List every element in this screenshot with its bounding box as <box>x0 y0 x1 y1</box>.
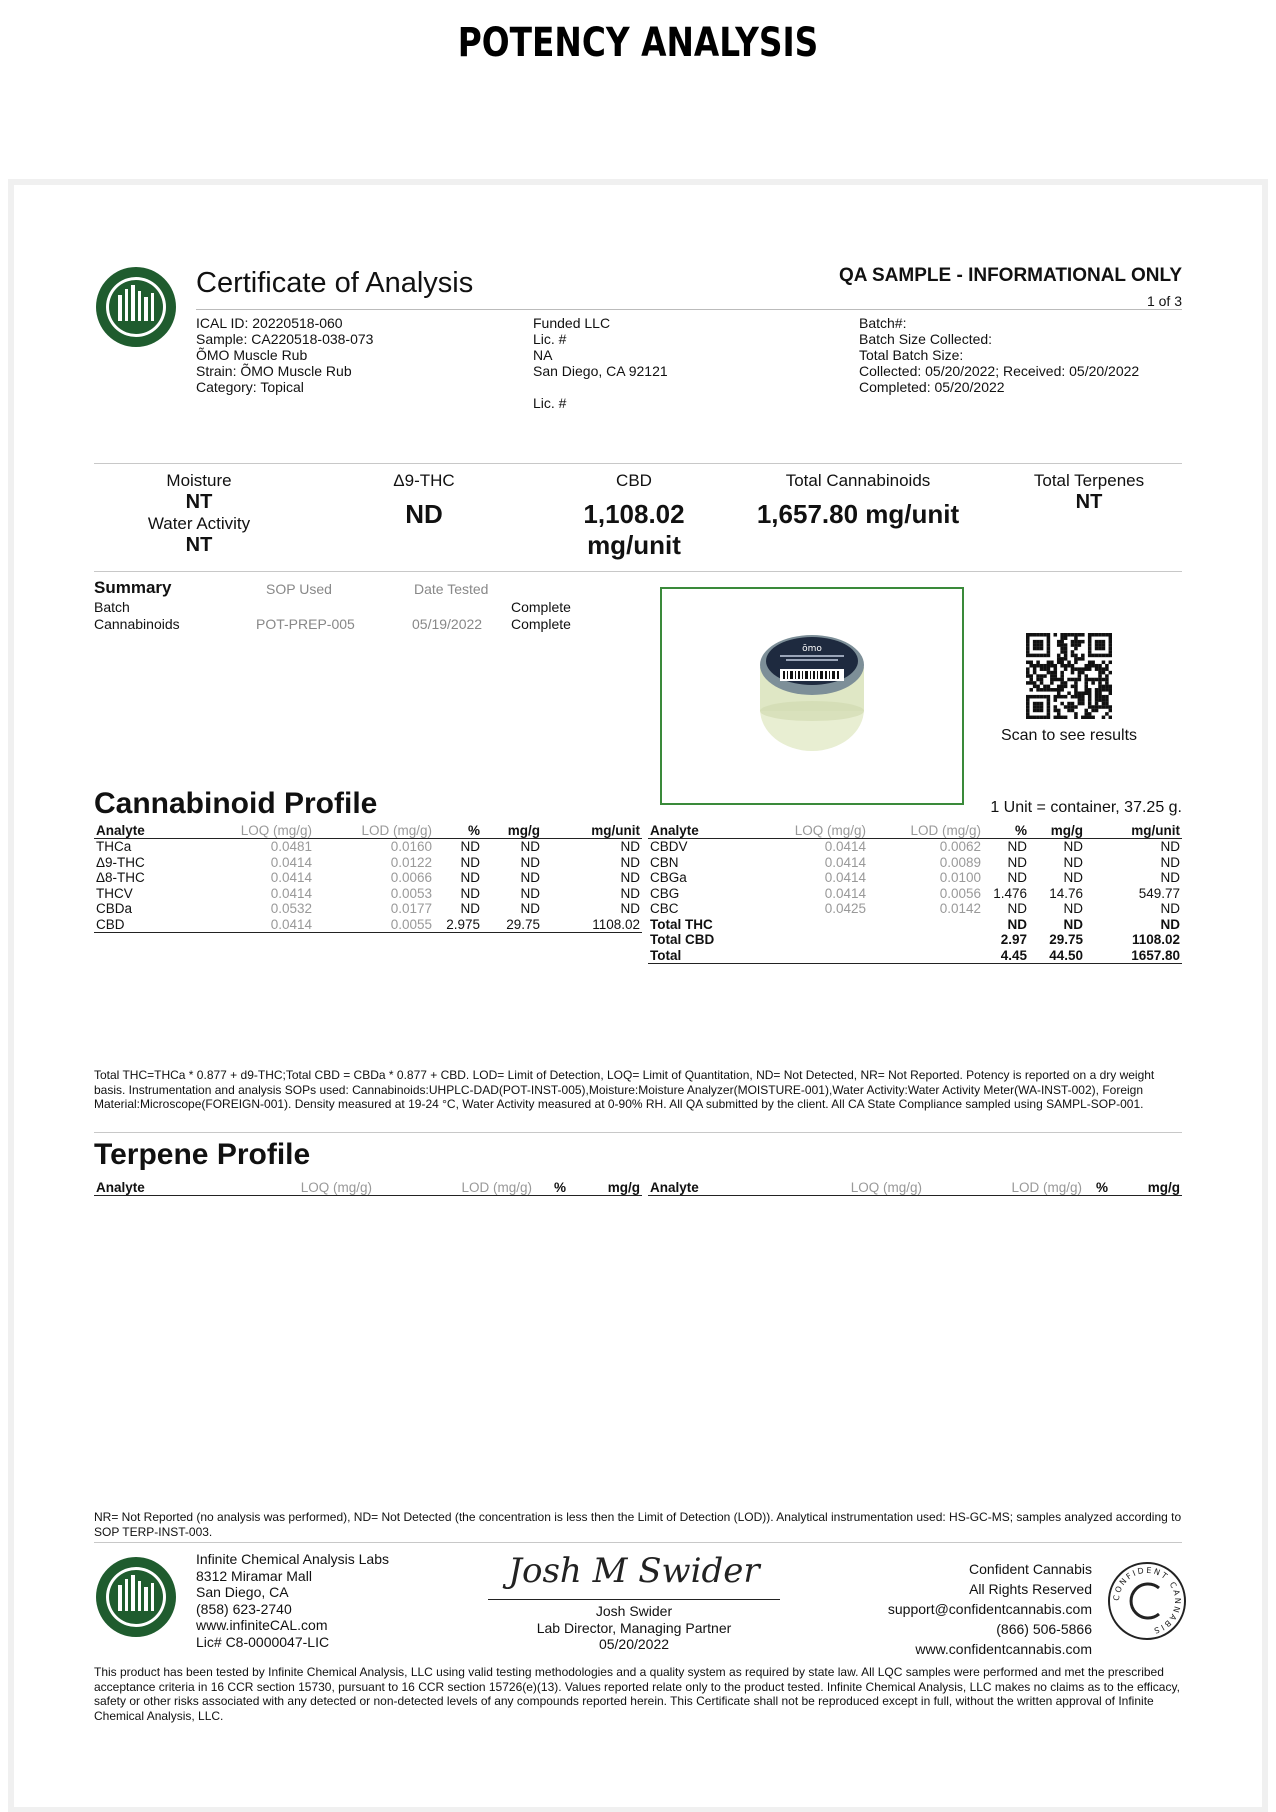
batch-info-line: Batch#: <box>859 315 907 331</box>
table-cell: 549.77 <box>1138 885 1180 901</box>
table-cell: 0.0532 <box>270 901 312 916</box>
table-cell: 29.75 <box>1049 932 1083 947</box>
batch-info <box>859 315 1139 395</box>
col-percent: % <box>434 823 482 839</box>
table-cell: ND <box>520 901 540 916</box>
table-cell: 0.0414 <box>204 917 314 933</box>
signer-info <box>488 1603 780 1653</box>
table-cell: ND <box>460 870 480 885</box>
table-row <box>94 839 642 855</box>
table-cell <box>868 948 983 964</box>
cc-logo-text: CONFIDENT CANNABIS <box>1111 1565 1183 1636</box>
lab-contact <box>196 1551 389 1650</box>
total-terpenes-metric <box>1004 471 1174 514</box>
unit-note: 1 Unit = container, 37.25 g. <box>990 799 1182 816</box>
col-lod: LOD (mg/g) <box>924 1180 1084 1196</box>
table-cell: ND <box>620 854 640 870</box>
col-percent: % <box>534 1180 568 1196</box>
client-info-line: Funded LLC <box>533 315 611 331</box>
col-loq: LOQ (mg/g) <box>788 1180 924 1196</box>
table-cell: 0.0414 <box>270 854 312 870</box>
total-row <box>648 948 1182 964</box>
table-cell: ND <box>1160 901 1180 916</box>
cc-contact <box>888 1559 1092 1659</box>
table-cell: ND <box>620 901 640 916</box>
table-cell: 0.0142 <box>939 901 981 916</box>
total-cannabinoids-value: 1,657.80 mg/unit <box>756 499 960 529</box>
table-cell: CBG <box>650 885 680 901</box>
sample-info-line: ICAL ID: 20220518-060 <box>196 315 343 331</box>
col-mg-g: mg/g <box>482 823 542 839</box>
signer-line: Lab Director, Managing Partner <box>536 1619 732 1636</box>
table-cell: 0.0414 <box>270 885 312 901</box>
d9-thc-value: ND <box>405 499 443 529</box>
metrics-bottom-rule <box>94 571 1182 572</box>
col-mg-g: mg/g <box>1110 1180 1182 1196</box>
table-cell: ND <box>520 870 540 885</box>
col-analyte: Analyte <box>94 823 204 839</box>
table-row <box>94 886 642 902</box>
table-cell: ND <box>1007 839 1027 854</box>
table-cell: CBC <box>650 901 679 916</box>
footer-top-rule <box>94 1542 1182 1543</box>
metrics-top-rule <box>94 463 1182 464</box>
table-cell: 2.97 <box>1000 932 1027 947</box>
cannabinoid-note: Total THC=THCa * 0.877 + d9-THC;Total CBD = CBDa * 0.877 + CBD. LOD= Limit of Detection, LOQ= Limit of Quantitation, ND= Not Detected, NR= Not Reported. Potency is reported on a dry weight basis. Instrumentation and analysis SOPs used: Cannabinoids:UHPLC-DAD(POT-INST-005),Moisture:Moisture Analyzer(MOISTURE-001),Water Activity:Water Activity Meter(WA-INST-002), Foreign Material:Microscope(FOREIGN-001). Density measured at 19-24 °C, Water Activity measured at 0-90% RH. All QA submitted by the client. All CA State Compliance sampled using SAMPL-SOP-001. <box>94 1068 1155 1111</box>
signer-line: Josh Swider <box>595 1603 673 1619</box>
table-row <box>94 901 642 917</box>
col-analyte: Analyte <box>94 1180 234 1196</box>
table-cell: ND <box>1063 916 1083 932</box>
lab-contact-line: Lic# C8-0000047-LIC <box>196 1633 330 1650</box>
col-loq: LOQ (mg/g) <box>204 823 314 839</box>
signer-line: 05/20/2022 <box>598 1636 670 1652</box>
table-cell: ND <box>460 901 480 916</box>
water-activity-label: Water Activity <box>147 514 251 533</box>
col-analyte: Analyte <box>648 1180 788 1196</box>
moisture-value: NT <box>185 491 213 513</box>
table-cell: CBD <box>94 917 204 933</box>
table-cell: ND <box>620 839 640 854</box>
total-terpenes-label: Total Terpenes <box>1033 471 1145 490</box>
batch-info-line: Total Batch Size: <box>859 347 964 363</box>
product-jar-icon <box>662 589 962 803</box>
batch-info-line: Batch Size Collected: <box>859 331 993 347</box>
batch-info-line: Collected: 05/20/2022; Received: 05/20/2022 <box>859 363 1140 379</box>
qr-caption: Scan to see results <box>1000 727 1138 744</box>
table-cell: ND <box>1007 870 1027 885</box>
table-cell: 29.75 <box>482 917 542 933</box>
client-info-line: Lic. # <box>533 331 567 347</box>
terpene-note: NR= Not Reported (no analysis was performed), ND= Not Detected (the concentration is less then the Limit of Detection (LOD)). Analytical instrumentation used: HS-GC-MS; samples analyzed according to SOP TERP-INST-003. <box>94 1510 1182 1539</box>
product-photo <box>660 587 964 805</box>
table-cell: 0.0414 <box>824 839 866 854</box>
water-activity-value: NT <box>185 534 213 556</box>
table-cell: 0.0122 <box>390 854 432 870</box>
sample-info-line: ÕMO Muscle Rub <box>196 347 308 363</box>
confident-cannabis-logo-icon <box>1106 1560 1188 1642</box>
table-cell: 14.76 <box>1049 885 1083 901</box>
table-cell: ND <box>460 839 480 854</box>
col-mg-unit: mg/unit <box>1085 823 1182 839</box>
table-cell: 1108.02 <box>542 917 642 933</box>
table-cell: ND <box>520 854 540 870</box>
terpene-table-left <box>94 1180 642 1196</box>
table-cell: ND <box>1063 901 1083 916</box>
cc-website-link[interactable]: www.confidentcannabis.com <box>915 1641 1092 1657</box>
lab-contact-line: Infinite Chemical Analysis Labs <box>196 1551 389 1567</box>
cbd-metric <box>534 471 734 561</box>
table-row <box>648 870 1182 886</box>
table-cell: Δ8-THC <box>96 870 145 885</box>
summary-row-status: Complete <box>511 616 571 632</box>
client-info-line: Lic. # <box>533 395 567 411</box>
qa-sample-label: QA SAMPLE - INFORMATIONAL ONLY <box>838 265 1182 286</box>
table-cell <box>758 948 868 964</box>
cc-contact-line: All Rights Reserved <box>969 1581 1092 1597</box>
table-cell: ND <box>1063 839 1083 854</box>
cc-contact-line: Confident Cannabis <box>969 1561 1092 1577</box>
table-cell: CBDV <box>650 839 688 854</box>
table-cell: 1.476 <box>993 885 1027 901</box>
col-lod: LOD (mg/g) <box>374 1180 534 1196</box>
product-label-text: ōmo <box>802 644 822 654</box>
col-percent: % <box>1084 1180 1110 1196</box>
table-cell: 0.0062 <box>939 839 981 854</box>
table-cell: 0.0425 <box>824 901 866 916</box>
table-cell: ND <box>1063 854 1083 870</box>
table-cell: 0.0100 <box>939 870 981 885</box>
cannabinoid-table-right <box>648 823 1182 964</box>
lab-contact-line: (858) 623-2740 <box>196 1600 292 1617</box>
qr-code-icon[interactable] <box>1026 633 1112 719</box>
table-cell: 1108.02 <box>1131 932 1180 947</box>
table-cell: Total THC <box>650 916 713 932</box>
table-cell <box>758 932 868 948</box>
table-cell: 0.0053 <box>390 885 432 901</box>
lab-logo-footer-icon <box>94 1555 178 1639</box>
col-loq: LOQ (mg/g) <box>758 823 868 839</box>
table-row <box>94 917 642 933</box>
total-cannabinoids-label: Total Cannabinoids <box>785 471 931 490</box>
cbd-label: CBD <box>616 471 652 490</box>
sample-info-line: Category: Topical <box>196 379 304 395</box>
summary-row-date: 05/19/2022 <box>412 616 483 632</box>
lab-logo-icon <box>94 265 178 349</box>
certificate-page <box>14 185 1262 1807</box>
table-cell: CBGa <box>650 870 687 885</box>
table-cell: 4.45 <box>983 948 1029 964</box>
svg-text:CONFIDENT CANNABIS <box>1112 1566 1182 1636</box>
table-cell: 0.0177 <box>390 901 432 916</box>
lab-contact-line: 8312 Miramar Mall <box>196 1567 312 1584</box>
table-row <box>648 901 1182 917</box>
table-cell: CBN <box>650 854 679 870</box>
table-cell: ND <box>1160 916 1180 932</box>
table-cell: ND <box>520 885 540 901</box>
d9-thc-metric <box>344 471 504 530</box>
table-cell: Total CBD <box>650 932 715 947</box>
client-info-spacer <box>533 379 668 395</box>
sample-info-line: Strain: ÕMO Muscle Rub <box>196 363 352 379</box>
table-cell: Δ9-THC <box>96 854 145 870</box>
lab-contact-line: San Diego, CA <box>196 1584 289 1600</box>
table-cell: 2.975 <box>434 917 482 933</box>
total-cannabinoids-metric <box>748 471 968 530</box>
col-lod: LOD (mg/g) <box>314 823 434 839</box>
signature-line <box>488 1599 780 1600</box>
disclaimer: This product has been tested by Infinite Chemical Analysis, LLC using valid testing methodologies and a quality system as required by state law. All LQC samples were performed and met the prescribed acceptance criteria in 16 CCR section 15730, pursuant to 16 CCR section 15726(e)(13). Values reported relate only to the product tested. Infinite Chemical Analysis, LLC makes no claims as to the efficacy, safety or other risks associated with any detected or non-detected levels of any compounds reported herein. This Certificate shall not be reproduced except in full, without the written approval of Infinite Chemical Analysis, LLC. <box>94 1665 1180 1723</box>
table-cell: ND <box>1160 839 1180 854</box>
cannabinoid-table-left <box>94 823 642 933</box>
terpene-table-right <box>648 1180 1182 1196</box>
col-analyte: Analyte <box>648 823 758 839</box>
cbd-value: 1,108.02 mg/unit <box>583 499 685 560</box>
table-row <box>94 870 642 886</box>
batch-info-line: Completed: 05/20/2022 <box>859 379 1005 395</box>
table-cell: 0.0414 <box>824 870 866 885</box>
moisture-label: Moisture <box>166 471 232 490</box>
lab-website-link[interactable]: www.infiniteCAL.com <box>196 1617 328 1633</box>
table-cell: ND <box>460 885 480 901</box>
total-terpenes-value: NT <box>1075 491 1103 513</box>
cannabinoid-profile-title: Cannabinoid Profile <box>94 787 378 820</box>
table-cell: ND <box>1007 901 1027 916</box>
table-cell: ND <box>620 870 640 885</box>
table-cell: 0.0414 <box>824 885 866 901</box>
total-row <box>648 932 1182 948</box>
table-cell: 0.0481 <box>270 839 312 854</box>
terpene-profile-title: Terpene Profile <box>94 1138 311 1171</box>
table-cell: Total <box>648 948 758 964</box>
table-cell: ND <box>620 885 640 901</box>
table-cell: 0.0056 <box>939 885 981 901</box>
cc-contact-line: (866) 506-5866 <box>996 1621 1092 1637</box>
table-cell: 0.0066 <box>390 870 432 885</box>
summary-row-name: Cannabinoids <box>94 616 180 632</box>
header-divider <box>196 309 1182 310</box>
total-row <box>648 917 1182 933</box>
table-cell <box>868 932 983 948</box>
table-row <box>648 855 1182 871</box>
table-cell: ND <box>460 854 480 870</box>
table-cell: ND <box>1007 854 1027 870</box>
col-loq: LOQ (mg/g) <box>234 1180 374 1196</box>
signature: Josh M Swider <box>508 1551 760 1591</box>
table-row <box>94 855 642 871</box>
summary-row-name: Batch <box>94 599 130 615</box>
table-row <box>648 839 1182 855</box>
summary-row-status: Complete <box>511 599 571 615</box>
table-cell: 0.0160 <box>390 839 432 854</box>
table-cell: ND <box>1007 916 1027 932</box>
summary-row-sop: POT-PREP-005 <box>256 616 355 632</box>
sop-used-header: SOP Used <box>266 581 332 597</box>
table-cell: ND <box>1063 870 1083 885</box>
table-cell <box>868 917 983 933</box>
table-cell: ND <box>1160 854 1180 870</box>
col-percent: % <box>983 823 1029 839</box>
cc-email-link[interactable]: support@confidentcannabis.com <box>887 1601 1092 1617</box>
d9-thc-label: Δ9-THC <box>393 471 455 490</box>
table-cell: 0.0414 <box>824 854 866 870</box>
client-info <box>533 315 668 411</box>
terpene-top-rule <box>94 1132 1182 1133</box>
table-cell: CBDa <box>96 901 133 916</box>
moisture-metric <box>109 471 289 557</box>
table-cell: ND <box>1160 870 1180 885</box>
client-info-line: NA <box>533 347 553 363</box>
table-cell: 0.0414 <box>270 870 312 885</box>
col-mg-unit: mg/unit <box>542 823 642 839</box>
col-lod: LOD (mg/g) <box>868 823 983 839</box>
table-row <box>648 886 1182 902</box>
table-cell: 44.50 <box>1029 948 1085 964</box>
table-cell: THCV <box>96 885 133 901</box>
sample-info-line: Sample: CA220518-038-073 <box>196 331 374 347</box>
sample-info <box>196 315 373 395</box>
table-cell: ND <box>520 839 540 854</box>
col-mg-g: mg/g <box>568 1180 642 1196</box>
table-cell: 0.0055 <box>314 917 434 933</box>
table-cell: 0.0089 <box>939 854 981 870</box>
page-number: 1 of 3 <box>1146 293 1182 309</box>
table-cell: 1657.80 <box>1085 948 1182 964</box>
page-heading: POTENCY ANALYSIS <box>457 20 819 66</box>
date-tested-header: Date Tested <box>414 581 489 597</box>
table-cell: THCa <box>96 839 132 854</box>
client-info-line: San Diego, CA 92121 <box>533 363 668 379</box>
table-cell <box>758 917 868 933</box>
col-mg-g: mg/g <box>1029 823 1085 839</box>
certificate-title: Certificate of Analysis <box>196 267 474 299</box>
summary-title: Summary <box>94 578 172 597</box>
